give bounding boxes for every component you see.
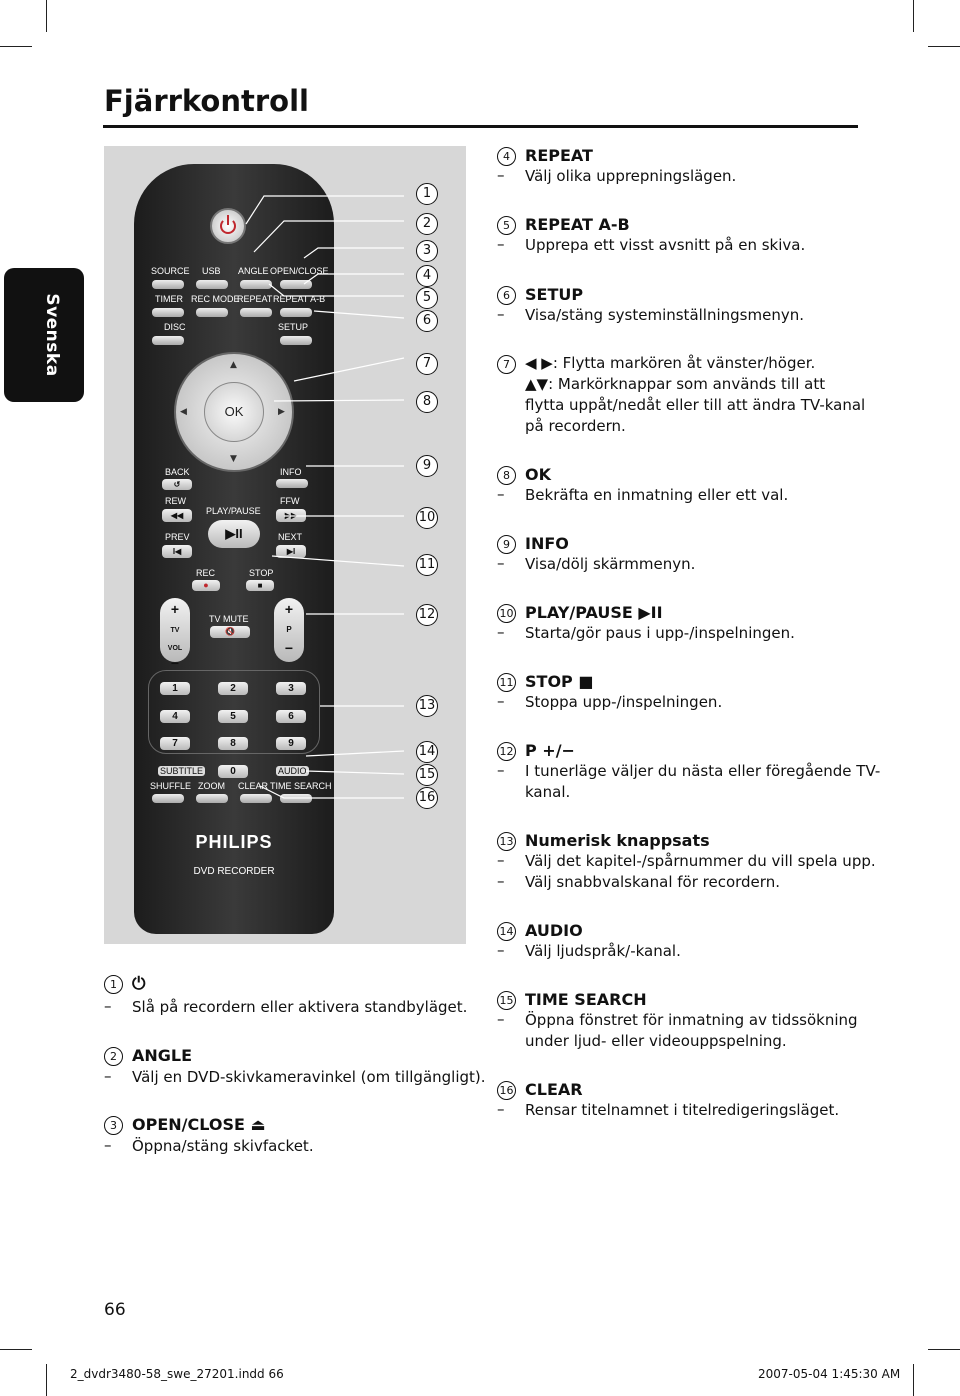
remote-label-repeat-ab: REPEAT A-B xyxy=(273,294,326,304)
item-heading: PLAY/PAUSE ▶II xyxy=(525,603,663,622)
remote-label-time-search: TIME SEARCH xyxy=(270,781,332,791)
digit-key: 0 xyxy=(218,765,248,778)
remote-label-setup: SETUP xyxy=(278,322,309,332)
dash: – xyxy=(497,692,505,710)
remote-label-timer: TIMER xyxy=(155,294,183,304)
brand-logo: PHILIPS xyxy=(195,832,273,852)
item-line: Visa/dölj skärmmenyn. xyxy=(525,555,696,573)
dash: – xyxy=(497,623,505,641)
remote-label-next: NEXT xyxy=(278,532,303,542)
item-line: på recordern. xyxy=(525,417,626,435)
remote-label-source: SOURCE xyxy=(151,266,190,276)
item-heading: REPEAT A-B xyxy=(525,215,630,234)
digit-key: 9 xyxy=(276,737,306,750)
callout-number: 2 xyxy=(416,213,438,235)
item-line: Starta/gör paus i upp-/inspelningen. xyxy=(525,624,795,642)
remote-label-subtitle: SUBTITLE xyxy=(160,766,204,776)
item-line: Öppna fönstret för inmatning av tidssökning xyxy=(525,1011,858,1029)
prev-key: I◀ xyxy=(162,545,192,558)
callout-number: 8 xyxy=(416,391,438,413)
item-heading: REPEAT xyxy=(525,146,593,165)
item-heading: ANGLE xyxy=(132,1046,193,1065)
arrow-down-icon: ▼ xyxy=(230,454,237,464)
item-line: Stoppa upp-/inspelningen. xyxy=(525,693,723,711)
rec-key: ● xyxy=(192,580,220,591)
item-number: 2 xyxy=(104,1047,123,1066)
item-line: flytta uppåt/nedåt eller till att ändra TV-kanal xyxy=(525,396,866,414)
item-number: 4 xyxy=(497,147,516,166)
footer-date: 2007-05-04 1:45:30 AM xyxy=(758,1367,901,1381)
remote-label-open-close: OPEN/CLOSE xyxy=(270,266,329,276)
item-number: 16 xyxy=(497,1081,516,1100)
digit-key: 4 xyxy=(160,710,190,723)
dash: – xyxy=(497,851,505,869)
item-number: 9 xyxy=(497,535,516,554)
rew-key: ◀◀ xyxy=(162,509,192,522)
callout-number: 1 xyxy=(416,183,438,205)
callout-number: 10 xyxy=(416,507,438,529)
remote-label-rec: REC xyxy=(196,568,216,578)
dash: – xyxy=(497,235,505,253)
remote-label-clear: CLEAR xyxy=(238,781,269,791)
callout-number: 5 xyxy=(416,287,438,309)
item-line: Välj ljudspråk/-kanal. xyxy=(525,942,681,960)
remote-label-ffw: FFW xyxy=(280,496,300,506)
item-number: 8 xyxy=(497,466,516,485)
tv-vol-rocker: + TV VOL − xyxy=(160,598,190,662)
crop-mark xyxy=(46,0,47,32)
dash: – xyxy=(497,554,505,572)
item-line: kanal. xyxy=(525,783,571,801)
item-number: 15 xyxy=(497,991,516,1010)
item-line: Visa/stäng systeminställningsmenyn. xyxy=(525,306,804,324)
callout-number: 12 xyxy=(416,604,438,626)
digit-key: 7 xyxy=(160,737,190,750)
crop-mark xyxy=(46,1364,47,1396)
item-number: 6 xyxy=(497,286,516,305)
item-number: 5 xyxy=(497,216,516,235)
arrow-right-icon: ▶ xyxy=(278,407,285,417)
dash: – xyxy=(497,1100,505,1118)
callout-leaders xyxy=(104,146,466,944)
item-number: 11 xyxy=(497,673,516,692)
item-number: 12 xyxy=(497,742,516,761)
callout-number: 9 xyxy=(416,455,438,477)
dash: – xyxy=(497,305,505,323)
dash: – xyxy=(497,166,505,184)
dash: – xyxy=(497,941,505,959)
remote-label-disc: DISC xyxy=(164,322,186,332)
play-pause-key: ▶II xyxy=(208,520,260,548)
remote-label-zoom: ZOOM xyxy=(198,781,225,791)
callout-number: 3 xyxy=(416,240,438,262)
remote-label-angle: ANGLE xyxy=(238,266,269,276)
tv-mute-key: 🔇 xyxy=(210,626,250,638)
crop-mark xyxy=(913,0,914,32)
item-line: Välj olika upprepningslägen. xyxy=(525,167,737,185)
dash: – xyxy=(104,1136,112,1154)
callout-number: 13 xyxy=(416,695,438,717)
page-number: 66 xyxy=(104,1300,126,1320)
item-line: Slå på recordern eller aktivera standbyläget. xyxy=(132,998,468,1016)
callout-number: 15 xyxy=(416,764,438,786)
ok-label: OK xyxy=(224,404,244,419)
page-title: Fjärrkontroll xyxy=(104,84,309,118)
item-heading: SETUP xyxy=(525,285,584,304)
remote-label-info: INFO xyxy=(280,467,302,477)
item-heading: CLEAR xyxy=(525,1080,583,1099)
item-number: 13 xyxy=(497,832,516,851)
item-line: ◀ ▶: Flytta markören åt vänster/höger. xyxy=(525,354,816,372)
remote-label-rec-mode: REC MODE xyxy=(191,294,240,304)
stop-key: ■ xyxy=(246,580,274,591)
remote-label-tv-mute: TV MUTE xyxy=(209,614,249,624)
item-number: 10 xyxy=(497,604,516,623)
remote-label-prev: PREV xyxy=(165,532,190,542)
digit-key: 8 xyxy=(218,737,248,750)
next-key: ▶I xyxy=(276,545,306,558)
digit-key: 2 xyxy=(218,682,248,695)
language-tab xyxy=(4,268,84,402)
crop-mark xyxy=(928,1349,960,1350)
dash: – xyxy=(497,485,505,503)
ffw-key: ▶▶ xyxy=(276,509,306,522)
callout-number: 16 xyxy=(416,787,438,809)
model-label: DVD RECORDER xyxy=(193,866,275,877)
item-line: Välj snabbvalskanal för recordern. xyxy=(525,873,780,891)
item-number: 14 xyxy=(497,922,516,941)
remote-label-play-pause: PLAY/PAUSE xyxy=(206,506,261,516)
remote-label-repeat: REPEAT xyxy=(237,294,273,304)
item-line: Upprepa ett visst avsnitt på en skiva. xyxy=(525,236,806,254)
footer-file: 2_dvdr3480-58_swe_27201.indd 66 xyxy=(70,1367,284,1381)
digit-key: 6 xyxy=(276,710,306,723)
item-number: 7 xyxy=(497,355,516,374)
item-number: 1 xyxy=(104,975,123,994)
item-line: Välj det kapitel-/spårnummer du vill spela upp. xyxy=(525,852,876,870)
callout-number: 14 xyxy=(416,741,438,763)
crop-mark xyxy=(913,1364,914,1396)
item-heading: P +/− xyxy=(525,741,575,760)
dash: – xyxy=(497,761,505,779)
item-line: Rensar titelnamnet i titelredigeringsläget. xyxy=(525,1101,840,1119)
callout-number: 7 xyxy=(416,353,438,375)
item-heading: ⏻ xyxy=(132,974,146,994)
remote-label-rew: REW xyxy=(165,496,186,506)
item-heading: INFO xyxy=(525,534,569,553)
digit-key: 3 xyxy=(276,682,306,695)
item-heading: OK xyxy=(525,465,551,484)
crop-mark xyxy=(928,46,960,47)
crop-mark xyxy=(0,46,32,47)
language-tab-label: Svenska xyxy=(42,293,62,377)
item-line: Öppna/stäng skivfacket. xyxy=(132,1137,314,1155)
callout-number: 4 xyxy=(416,265,438,287)
dash: – xyxy=(104,1067,112,1085)
item-line: under ljud- eller videouppspelning. xyxy=(525,1032,787,1050)
item-line: I tunerläge väljer du nästa eller föregående TV- xyxy=(525,762,881,780)
remote-label-audio: AUDIO xyxy=(278,766,307,776)
dash: – xyxy=(104,997,112,1015)
remote-label-shuffle: SHUFFLE xyxy=(150,781,192,791)
crop-mark xyxy=(0,1349,32,1350)
digit-key: 1 xyxy=(160,682,190,695)
item-line: ▲▼: Markörknappar som används till att xyxy=(525,375,826,393)
p-rocker: + P − xyxy=(274,598,304,662)
item-line: Bekräfta en inmatning eller ett val. xyxy=(525,486,789,504)
dash: – xyxy=(497,1010,505,1028)
dash: – xyxy=(497,872,505,890)
remote-illustration xyxy=(104,146,466,944)
item-heading: AUDIO xyxy=(525,921,583,940)
remote-label-usb: USB xyxy=(202,266,221,276)
arrow-up-icon: ▲ xyxy=(230,360,237,370)
digit-key: 5 xyxy=(218,710,248,723)
back-key: ↺ xyxy=(162,479,192,490)
item-line: Välj en DVD-skivkameravinkel (om tillgängligt). xyxy=(132,1068,486,1086)
item-heading: OPEN/CLOSE ⏏ xyxy=(132,1115,266,1134)
title-rule xyxy=(103,125,858,128)
callout-number: 6 xyxy=(416,310,438,332)
item-number: 3 xyxy=(104,1116,123,1135)
remote-label-stop: STOP xyxy=(249,568,274,578)
item-heading: TIME SEARCH xyxy=(525,990,647,1009)
remote-label-back: BACK xyxy=(165,467,190,477)
item-heading: Numerisk knappsats xyxy=(525,831,710,850)
item-heading: STOP ■ xyxy=(525,672,594,691)
arrow-left-icon: ◀ xyxy=(180,407,187,417)
callout-number: 11 xyxy=(416,554,438,576)
